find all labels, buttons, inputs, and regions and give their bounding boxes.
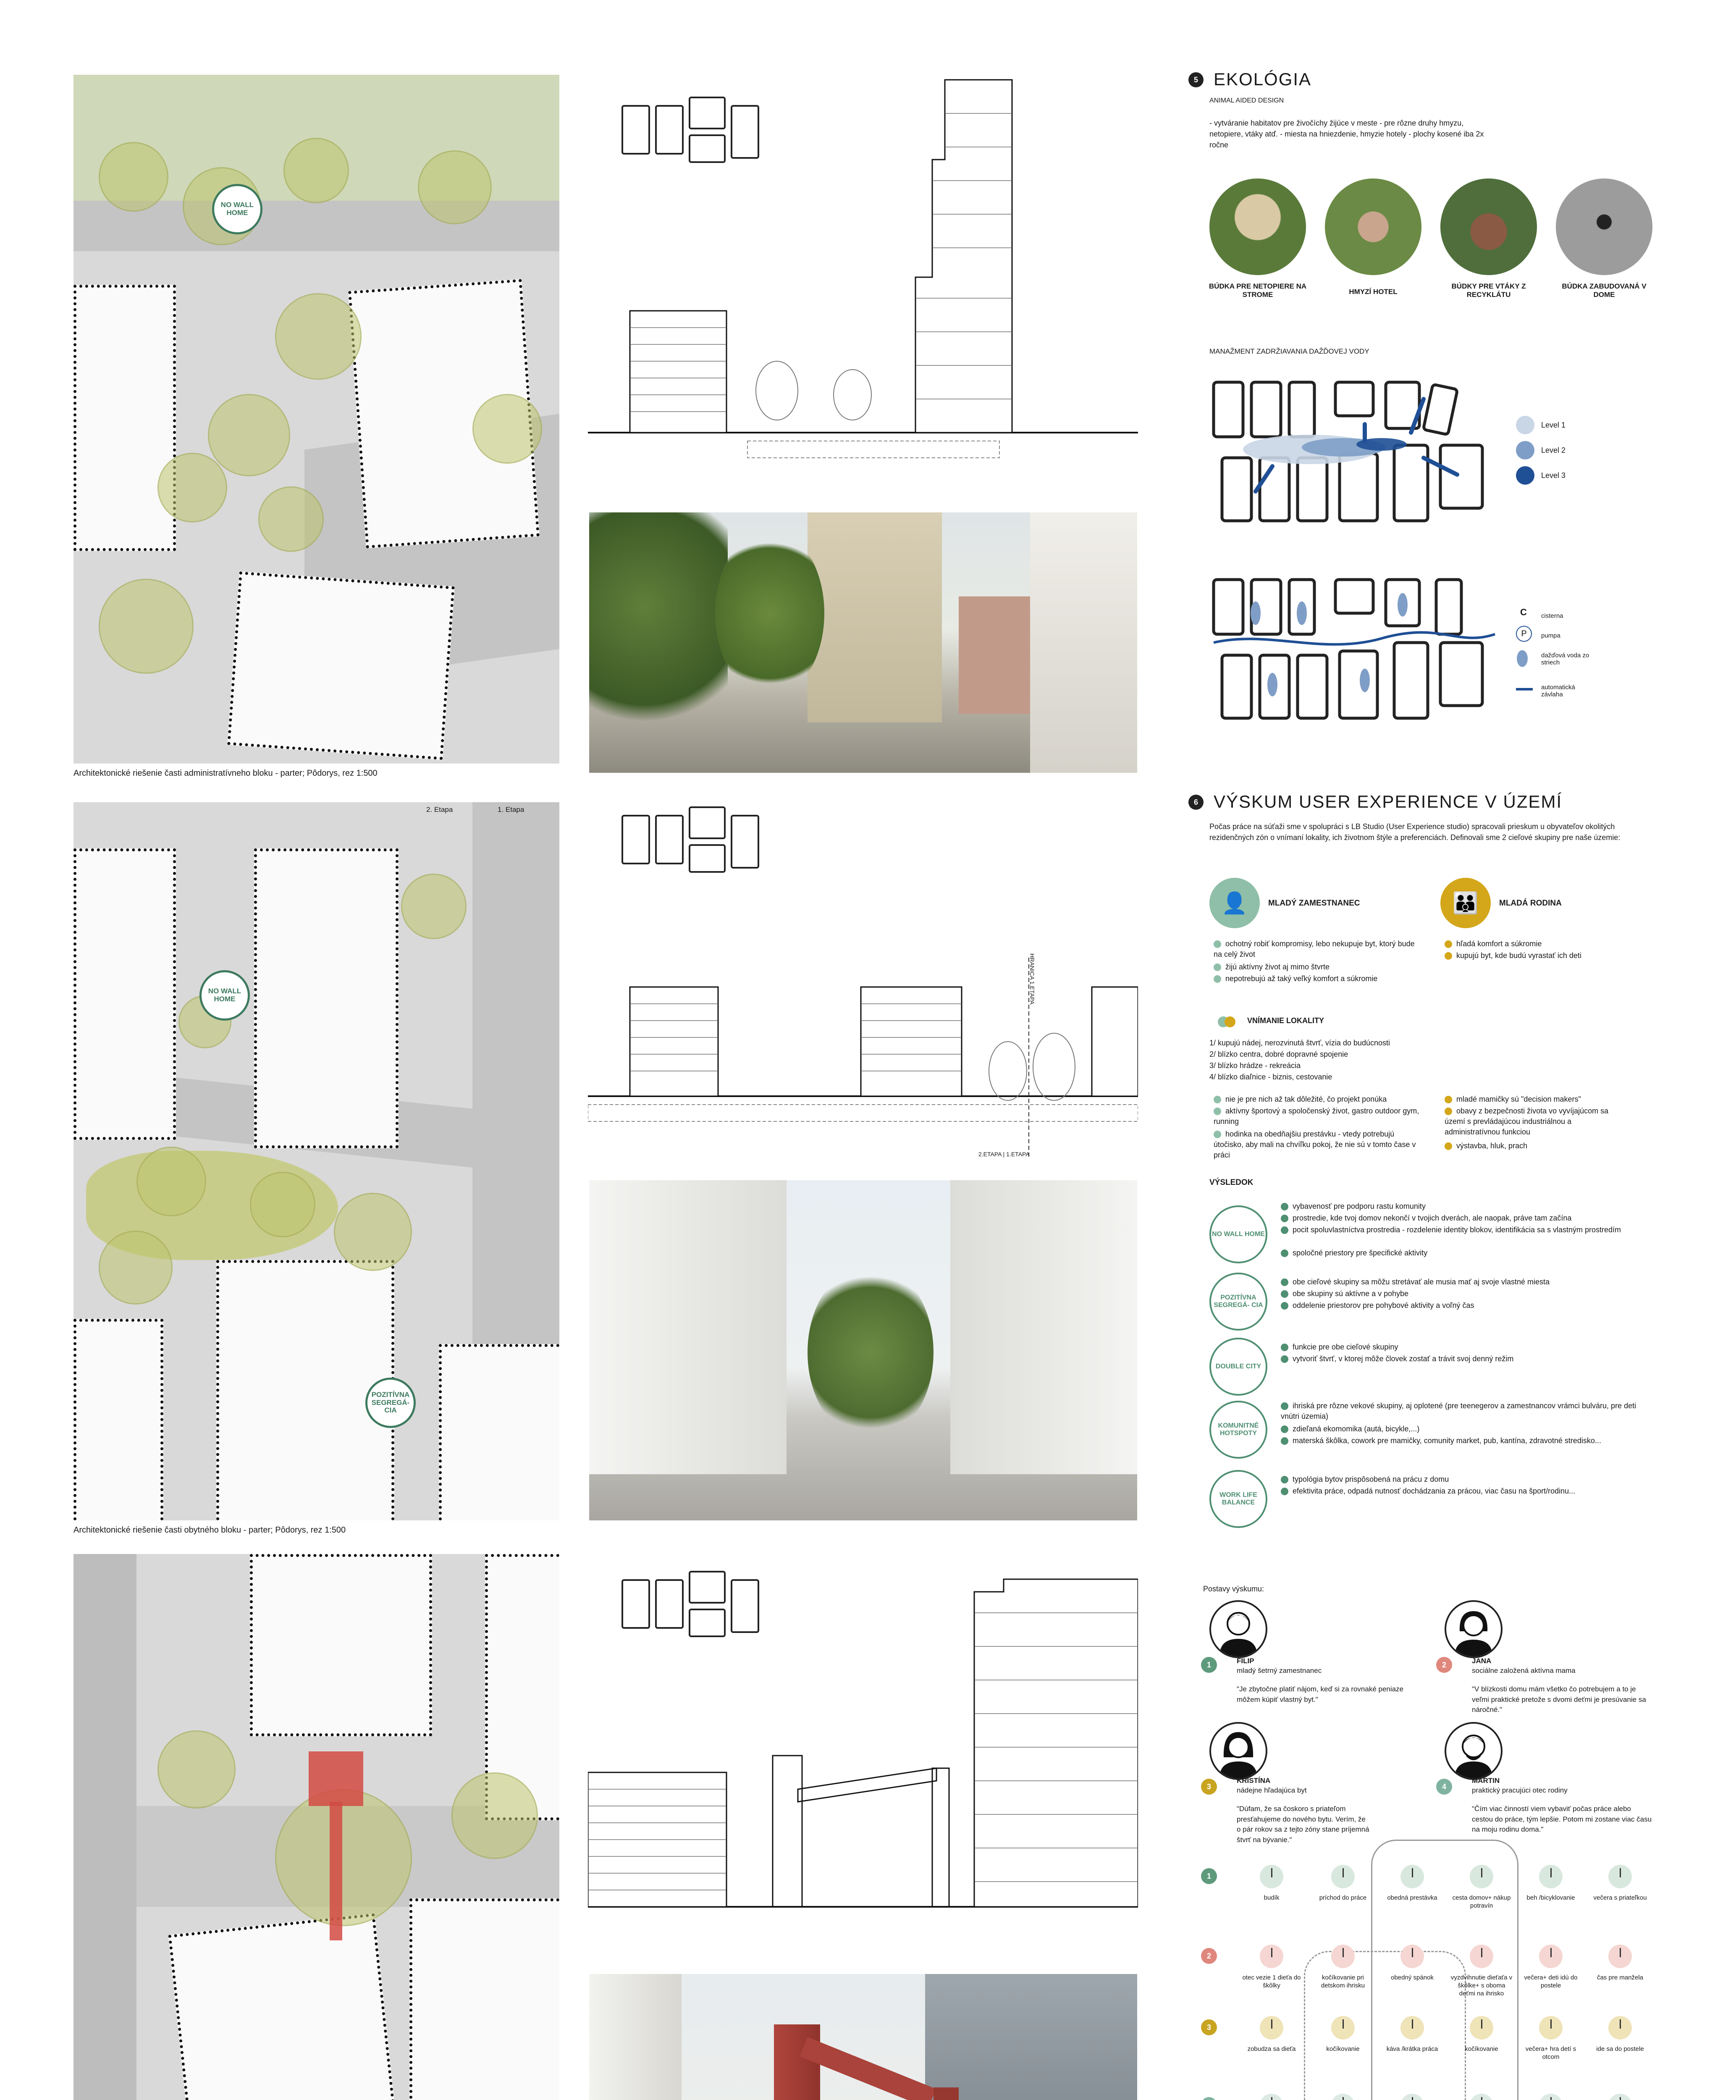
result-title: VÝSLEDOK: [1209, 1178, 1253, 1187]
g1-more-3: hodinka na obedňajšiu prestávku - vtedy potrebujú útočisko, aby mali na chvíľku pokoj, že nie sú v tomto čase v práci: [1214, 1130, 1416, 1160]
clock-icon: [1260, 2094, 1283, 2100]
persona-filip-quote: "Je zbytočne platiť nájom, keď si za rovnaké peniaze môžem kúpiť vlastný byt.": [1237, 1685, 1404, 1704]
site-plan-public-space: [73, 1554, 559, 2100]
clock-icon: [1470, 1865, 1493, 1888]
ecology-title: EKOLÓGIA: [1214, 69, 1312, 89]
level-1-label: Level 1: [1541, 421, 1566, 429]
clock-icon: [1608, 1865, 1632, 1888]
persona-jana-avatar: [1445, 1600, 1503, 1658]
landmark-tower-render: [774, 2024, 820, 2100]
result-3-item-0: ihriská pre rôzne vekové skupiny, aj oplotené (pre teenegerov a zamestnancov vrámci bulváru, pre deti vnútri územia): [1281, 1402, 1636, 1421]
site-plan-residential: [73, 802, 559, 1520]
g1-item-1: ochotný robiť kompromisy, lebo nekupuje byt, ktorý bude na celý život: [1214, 940, 1415, 959]
research-number: 6: [1188, 795, 1204, 810]
timeline-row-2-number: 2: [1201, 1948, 1217, 1964]
section-label-stages: 2.ETAPA | 1.ETAPA: [978, 1151, 1030, 1158]
render-landmark-tower: [589, 1974, 1137, 2100]
persona-filip-role: mladý šetrný zamestnanec: [1237, 1667, 1322, 1675]
ecology-text: - vytváranie habitatov pre živočíchy žijúce v meste - pre rôzne druhy hmyzu, netopiere, vtáky atď. - miesta na hniezdenie, hmyzie hotely - plochy kosené iba 2x ročne: [1209, 119, 1484, 150]
pozitivna-segregacia-bubble: POZITÍVNA SEGREGÁ- CIA: [365, 1378, 416, 1428]
result-work-life-balance: WORK LIFE BALANCE: [1209, 1470, 1267, 1528]
persona-kristina-avatar: [1209, 1722, 1267, 1780]
result-1-item-0: obe cieľové skupiny sa môžu stretávať ale musia mať aj svoje vlastné miesta: [1281, 1277, 1638, 1287]
clock-icon: [1470, 1945, 1493, 1968]
clock-icon: [1608, 1945, 1632, 1968]
result-0-item-0: vybavenosť pre podporu rastu komunity: [1281, 1201, 1638, 1212]
persona-martin-quote: "Čím viac činností viem vybaviť počas práce alebo cestou do práce, tým lepšie. Potom mi zostane viac času na moju rodinu doma.": [1472, 1805, 1652, 1834]
section-admin: [588, 71, 1138, 470]
level-2-swatch: [1516, 441, 1534, 459]
result-no-wall-home: NO WALL HOME: [1209, 1205, 1267, 1263]
clock-icon: [1260, 1865, 1283, 1888]
research-title: VÝSKUM USER EXPERIENCE V ÚZEMÍ: [1214, 792, 1563, 811]
timeline-activity-label: ide sa do postele: [1596, 2045, 1644, 2053]
g2-more-2: obavy z bezpečnosti života vo vyvíjajúcom sa území s prevládajúcou industriálnou a administratívnou funkciou: [1445, 1107, 1609, 1137]
stage-1-label: 1. Etapa: [498, 806, 524, 814]
timeline-activity-label: budík: [1264, 1894, 1280, 1901]
persona-kristina-role: nádejne hľadajúca byt: [1237, 1786, 1307, 1794]
section-public-space: [588, 1571, 1138, 1957]
clock-icon: [1539, 1945, 1563, 1968]
timeline-row-1-number: 1: [1201, 1868, 1217, 1884]
water-management-title: MANAŽMENT ZADRŽIAVANIA DAŽĎOVEJ VODY: [1209, 347, 1369, 355]
timeline-activity-label: obedný spánok: [1391, 1974, 1434, 1981]
irrigation-line-icon: [1516, 688, 1533, 690]
persona-kristina-name: KRISTÍNA: [1237, 1777, 1271, 1785]
level-3-swatch: [1516, 466, 1534, 485]
result-0-item-3: spoločné priestory pre špecifické aktivity: [1281, 1248, 1638, 1258]
timeline-activity-label: kočíkovanie: [1326, 2045, 1360, 2053]
built-in-box-label: BÚDKA ZABUDOVANÁ V DOME: [1562, 282, 1647, 299]
roof-water-swatch: [1517, 650, 1528, 667]
persona-jana-number: 2: [1436, 1657, 1452, 1673]
persona-jana-role: sociálne založená aktívna mama: [1472, 1667, 1576, 1675]
result-1-item-2: oddelenie priestorov pre pohybové aktivity a voľný čas: [1281, 1300, 1638, 1311]
timeline-activity-label: čas pre manžela: [1597, 1974, 1644, 1981]
insect-hotel-photo: [1325, 178, 1421, 275]
timeline-activity-label: večera+ hra detí s otcom: [1525, 2045, 1576, 2061]
ecology-number: 5: [1188, 72, 1204, 87]
timeline-activity-label: cesta domov+ nákup potravín: [1452, 1894, 1511, 1909]
perception-4: 4/ blízko diaľnice - biznis, cestovanie: [1209, 1073, 1332, 1081]
clock-icon: [1400, 2016, 1424, 2040]
clock-icon: [1539, 1865, 1563, 1888]
level-3-label: Level 3: [1541, 471, 1566, 480]
timeline-park-frame: [1304, 1951, 1466, 2100]
research-intro: Počas práce na súťaži sme v spolupráci s LB Studio (User Experience studio) spracovali prieskum u obyvateľov okolitých rezidenčných zón o vnímaní lokality, ich životnom štýle a preferenciách. Definovali sme 2 cieľové skupiny pre naše územie:: [1209, 822, 1621, 842]
clock-icon: [1608, 2016, 1632, 2040]
persona-filip-number: 1: [1201, 1657, 1217, 1673]
cistern-label: cisterna: [1541, 612, 1563, 620]
cistern-icon: C: [1520, 607, 1527, 617]
stage-2-label: 2. Etapa: [426, 806, 453, 814]
timeline-activity-label: kočíkovanie pri detskom ihrisku: [1321, 1974, 1365, 1989]
irrigation-label: automatická závlaha: [1541, 684, 1575, 698]
result-0-item-2: pocit spoluvlastníctva prostredia - rozdelenie identity blokov, identifikácia sa s vlastným prostredím: [1281, 1225, 1638, 1235]
young-employee-icon: 👤: [1209, 878, 1260, 928]
timeline-activity-label: kočíkovanie: [1465, 2045, 1498, 2053]
pump-label: pumpa: [1541, 632, 1560, 639]
young-family-icon: 👪: [1440, 878, 1491, 928]
clock-icon: [1470, 2016, 1493, 2040]
result-4-item-0: typológia bytov prispôsobená na prácu z domu: [1281, 1474, 1638, 1485]
perception-3: 3/ blízko hrádze - rekreácia: [1209, 1061, 1301, 1070]
recycled-bird-box-label: BÚDKY PRE VTÁKY Z RECYKLÁTU: [1451, 282, 1526, 299]
result-komunitne-hotspoty: KOMUNITNÉ HOTSPOTY: [1209, 1401, 1267, 1459]
timeline-activity-label: večera s priateľkou: [1593, 1894, 1647, 1901]
perception-2: 2/ blízko centra, dobré dopravné spojenie: [1209, 1050, 1348, 1058]
g2-item-2: kupujú byt, kde budú vyrastať ich deti: [1445, 950, 1621, 961]
recycled-bird-box-photo: [1440, 178, 1537, 275]
clock-icon: [1400, 1945, 1424, 1968]
render-admin-street: [589, 512, 1137, 773]
clock-icon: [1331, 2016, 1355, 2040]
timeline-activity-label: príchod do práce: [1319, 1894, 1367, 1901]
persona-martin-role: praktický pracujúci otec rodiny: [1472, 1786, 1568, 1794]
young-employee-label: MLADÝ ZAMESTNANEC: [1268, 899, 1360, 908]
result-4-item-1: efektivita práce, odpadá nutnosť dochádzania za prácou, viac času na šport/rodinu...: [1281, 1486, 1638, 1496]
rainwater-routing-plan: [1205, 571, 1499, 731]
result-2-item-1: vytvoriť štvrť, v ktorej môže človek zostať a trávit svoj denný režim: [1281, 1354, 1638, 1364]
result-double-city: DOUBLE CITY: [1209, 1338, 1267, 1396]
level-1-swatch: [1516, 416, 1534, 434]
clock-icon: [1539, 2016, 1563, 2040]
no-wall-home-bubble: NO WALL HOME: [212, 184, 262, 234]
persona-martin-number: 4: [1436, 1779, 1452, 1795]
timeline-activity-label: otec vezie 1 dieťa do škôlky: [1242, 1974, 1301, 1989]
persona-jana-quote: "V blízkosti domu mám všetko čo potrebujem a to je veľmi praktické pretože s dvomi deťmi je presúvanie sa náročné.": [1472, 1685, 1646, 1714]
section-residential: [588, 949, 1138, 1168]
result-3-item-2: materská škôlka, cowork pre mamičky, comunity market, pub, kantína, zdravotné stredisko...: [1281, 1436, 1638, 1446]
persona-filip-avatar: [1209, 1600, 1267, 1658]
bat-box-photo: [1209, 178, 1306, 275]
timeline-row-4-number: [1201, 2097, 1217, 2100]
result-2-item-0: funkcie pre obe cieľové skupiny: [1281, 1342, 1638, 1352]
render-residential-square: [589, 1180, 1137, 1520]
persona-filip-name: FILIP: [1237, 1657, 1254, 1665]
perception-icon: [1218, 1016, 1243, 1029]
built-in-box-photo: [1556, 178, 1652, 275]
personas-title: Postavy výskumu:: [1203, 1585, 1264, 1593]
timeline-activity-label: zobudza sa dieťa: [1247, 2045, 1296, 2053]
g2-more-1: mladé mamičky sú "decision makers": [1445, 1094, 1621, 1105]
persona-martin-avatar: [1445, 1722, 1503, 1780]
timeline-activity-label: vyzdvihnutie dieťaťa v škôlke+ s oboma deťmi na ihrisko: [1450, 1974, 1513, 1997]
result-1-item-1: obe skupiny sú aktívne a v pohybe: [1281, 1289, 1638, 1299]
key-plan-2: [621, 806, 760, 874]
g2-more-3: výstavba, hluk, prach: [1445, 1141, 1621, 1151]
pump-icon: P: [1516, 626, 1532, 642]
clock-icon: [1608, 2094, 1632, 2100]
clock-icon: [1260, 2016, 1283, 2040]
result-0-item-1: prostredie, kde tvoj domov nekončí v tvojich dverách, ale naopak, práve tam začína: [1281, 1213, 1638, 1223]
insect-hotel-label: HMYZÍ HOTEL: [1349, 288, 1398, 296]
no-wall-home-bubble-2: NO WALL HOME: [199, 970, 250, 1021]
perception-title: VNÍMANIE LOKALITY: [1247, 1016, 1324, 1025]
timeline-activity-label: beh /bicyklovanie: [1526, 1894, 1575, 1901]
g1-item-2: žijú aktívny život aj mimo štvrte: [1214, 962, 1424, 972]
timeline-activity-label: káva /krátka práca: [1386, 2045, 1438, 2053]
water-levels-plan: [1205, 374, 1499, 533]
timeline-activity-label: večera+ deti idú do postele: [1524, 1974, 1578, 1989]
site-plan-admin: [73, 75, 559, 764]
g2-item-1: hľadá komfort a súkromie: [1445, 939, 1621, 949]
clock-icon: [1331, 1865, 1355, 1888]
timeline-row-3-number: 3: [1201, 2019, 1217, 2035]
landmark-bridge-plan: [330, 1802, 342, 1940]
clock-icon: [1400, 1865, 1424, 1888]
persona-martin-name: MARTIN: [1472, 1777, 1500, 1785]
section-label-boundary: HRANICA 1.ETAPA: [1029, 953, 1036, 1005]
timeline-activity-label: obedná prestávka: [1387, 1894, 1437, 1901]
ecology-subtitle: ANIMAL AIDED DESIGN: [1209, 97, 1284, 104]
clock-icon: [1260, 1945, 1283, 1968]
persona-kristina-quote: "Dúfam, že sa čoskoro s priateľom presťahujeme do nového bytu. Verím, že o pár rokov sa z tejto zóny stane príjemná štvrť na bývanie.": [1237, 1805, 1369, 1844]
perception-1: 1/ kupujú nádej, nerozvinutá štvrť, vízia do budúcnosti: [1209, 1039, 1390, 1047]
result-pozitivna-segregacia: POZITÍVNA SEGREGÁ- CIA: [1209, 1273, 1267, 1331]
young-family-label: MLADÁ RODINA: [1499, 899, 1562, 908]
g1-more-1: nie je pre nich až tak dôležité, čo projekt ponúka: [1214, 1094, 1424, 1105]
persona-jana-name: JANA: [1472, 1657, 1492, 1665]
landmark-tower-plan: [309, 1751, 363, 1806]
result-3-item-1: zdieľaná ekomomika (autá, bicykle,...): [1281, 1424, 1638, 1434]
plan-caption-1: Architektonické riešenie časti administratívneho bloku - parter; Pôdorys, rez 1:500: [73, 769, 378, 778]
roof-water-label: dažďová voda zo striech: [1541, 652, 1589, 666]
g1-item-3: nepotrebujú až taký veľký komfort a súkromie: [1214, 974, 1424, 984]
clock-icon: [1539, 2094, 1563, 2100]
plan-caption-2: Architektonické riešenie časti obytného bloku - parter; Pôdorys, rez 1:500: [73, 1525, 346, 1535]
level-2-label: Level 2: [1541, 446, 1566, 454]
g1-more-2: aktívny športový a spoločenský život, gastro outdoor gym, running: [1214, 1107, 1419, 1126]
persona-kristina-number: 3: [1201, 1779, 1217, 1795]
bat-box-label: BÚDKA PRE NETOPIERE NA STROME: [1209, 282, 1307, 299]
clock-icon: [1331, 1945, 1355, 1968]
